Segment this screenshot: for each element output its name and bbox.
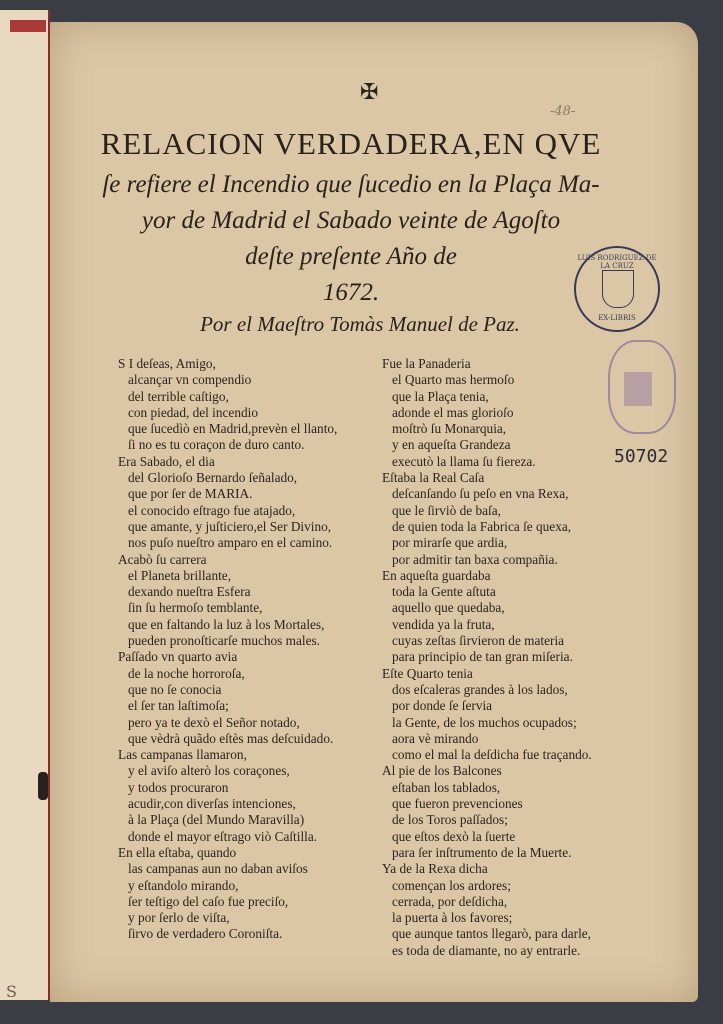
- verse-line: que ſucedìò en Madrid,prevèn el llanto,: [128, 421, 338, 437]
- verse-line: y el aviſo alterò los coraçones,: [128, 763, 290, 779]
- cross-ornament-icon: ✠: [360, 80, 379, 105]
- verse-line: En aqueſta guardaba: [382, 567, 491, 583]
- verse-line: ſi no es tu coraçon de duro canto.: [128, 437, 305, 453]
- verse-line: Eſtaba la Real Caſa: [382, 470, 485, 486]
- verse-line: para ſer inſtrumento de la Muerte.: [392, 844, 572, 860]
- coat-of-arms-icon: [602, 270, 634, 308]
- verse-line: cerrada, por deſdicha,: [392, 893, 508, 909]
- verse-line: dexando nueſtra Esfera: [128, 584, 251, 600]
- verse-line: el ſer tan laſtimoſa;: [128, 698, 229, 714]
- verse-line: es toda de diamante, no ay entrarle.: [392, 942, 581, 958]
- verse-line: acudir,con diverſas intenciones,: [128, 796, 296, 812]
- title-year: 1672.: [322, 279, 380, 306]
- verse-line: el Quarto mas hermoſo: [392, 372, 515, 388]
- verse-line: Era Sabado, el dia: [118, 453, 215, 469]
- left-column-text: [114, 356, 376, 943]
- title-line-2: ſe refiere el Incendio que ſucedio en la Plaça Ma-: [102, 171, 600, 198]
- verse-line: pero ya te dexò el Señor notado,: [128, 714, 300, 730]
- verse-line: donde el mayor eſtrago viò Caſtilla.: [128, 828, 318, 844]
- verse-line: el Planeta brillante,: [128, 567, 232, 583]
- verse-line: del terrible caſtigo,: [128, 388, 229, 404]
- title-line-4: deſte preſente Año de: [245, 243, 457, 270]
- verse-line: por donde ſe ſervia: [392, 698, 493, 714]
- verse-line: nos puſo nueſtro amparo en el camino.: [128, 535, 333, 551]
- verse-line: En ella eſtaba, quando: [118, 844, 237, 860]
- verse-line: el conocido eſtrago fue atajado,: [128, 502, 296, 518]
- verse-line: que vèdrà quãdo eſtès mas deſcuidado.: [128, 730, 334, 746]
- verse-line: deſcanſando ſu peſo en vna Rexa,: [392, 486, 569, 502]
- title-line-3: yor de Madrid el Sabado veinte de Agoſto: [141, 207, 561, 234]
- verse-line: que fueron prevenciones: [392, 796, 523, 812]
- verse-line: cuyas zeſtas ſirvieron de materia: [392, 633, 565, 649]
- verse-line: que no ſe conocia: [128, 681, 222, 697]
- verse-line: pueden pronoſticarſe muchos males.: [128, 633, 321, 649]
- verse-line: que la Plaça tenia,: [392, 388, 489, 404]
- stamp-owner-text: LUIS RODRIGUEZ DE LA CRUZ: [577, 254, 657, 270]
- verse-line: y eſtandolo mirando,: [128, 877, 239, 893]
- verse-line: y por ſerlo de viſta,: [128, 910, 230, 926]
- verse-line: de la noche horroroſa,: [128, 665, 245, 681]
- verse-line: Ya de la Rexa dicha: [382, 861, 488, 877]
- verse-line: moſtrò ſu Monarquia,: [392, 421, 507, 437]
- verse-line: aora vè mirando: [392, 730, 479, 746]
- stamp-exlibris-text: EX-LIBRIS: [598, 314, 636, 322]
- verse-line: con piedad, del incendio: [128, 404, 258, 420]
- verse-line: començan los ardores;: [392, 877, 511, 893]
- verse-line: y todos procuraron: [128, 779, 229, 795]
- verse-line: vendida ya la fruta,: [392, 616, 495, 632]
- ex-libris-stamp: [574, 246, 660, 332]
- author-line: Por el Maeſtro Tomàs Manuel de Paz.: [200, 312, 520, 336]
- title-line-1: RELACION VERDADERA,EN QVE: [100, 126, 602, 161]
- verse-line: que amante, y juſticiero,el Ser Divino,: [128, 518, 332, 534]
- verse-line: que en faltando la luz à los Mortales,: [128, 616, 325, 632]
- verse-line: que eſtos dexò la ſuerte: [392, 828, 516, 844]
- verse-line: Eſte Quarto tenia: [382, 665, 473, 681]
- verse-line: por admitir tan baxa compañia.: [392, 551, 558, 567]
- verse-line: à la Plaça (del Mundo Maravilla): [128, 812, 305, 828]
- verse-line: la Gente, de los muchos ocupados;: [392, 714, 577, 730]
- verse-line: de los Toros paſſados;: [392, 812, 508, 828]
- call-number: 50702: [614, 446, 669, 467]
- verse-line: por mirarſe que ardia,: [392, 535, 508, 551]
- verse-line: aquello que quedaba,: [392, 600, 505, 616]
- verse-line: como el mal la deſdicha fue traçando.: [392, 747, 592, 763]
- verse-line: adonde el mas glorioſo: [392, 404, 514, 420]
- verse-line: Las campanas llamaron,: [118, 747, 247, 763]
- verse-line: Paſſado vn quarto avia: [118, 649, 238, 665]
- ink-blot: [38, 772, 48, 800]
- verse-line: eſtaban los tablados,: [392, 779, 501, 795]
- right-column-text: [378, 356, 640, 959]
- verse-line: Al pie de los Balcones: [382, 763, 502, 779]
- verse-line: ſin ſu hermoſo temblante,: [128, 600, 263, 616]
- verse-line: toda la Gente aſtuta: [392, 584, 496, 600]
- verse-line: del Glorioſo Bernardo ſeñalado,: [128, 470, 298, 486]
- verse-line: ſirvo de verdadero Coroniſta.: [128, 926, 283, 942]
- verse-line: y en aqueſta Grandeza: [392, 437, 511, 453]
- verse-line: que por ſer de MARIA.: [128, 486, 253, 502]
- book-spine-edge: [0, 10, 50, 1000]
- verse-line: la puerta à los favores;: [392, 910, 513, 926]
- pencil-annotation: -48-: [550, 104, 576, 119]
- page-title: [66, 126, 636, 311]
- verse-line: que aunque tantos llegarò, para darle,: [392, 926, 591, 942]
- verse-line: alcançar vn compendio: [128, 372, 252, 388]
- red-ribbon-tab: [10, 20, 46, 32]
- verse-line: que le ſirviò de baſa,: [392, 502, 501, 518]
- verse-line: executò la llama ſu fiereza.: [392, 453, 536, 469]
- verse-line: las campanas aun no daban aviſos: [128, 861, 308, 877]
- verse-line: para principio de tan gran miſeria.: [392, 649, 573, 665]
- verse-line: S I deſeas, Amigo,: [118, 356, 216, 371]
- verse-line: Acabò ſu carrera: [118, 551, 207, 567]
- spine-mark: S: [6, 982, 17, 1001]
- verse-line: ſer teſtigo del caſo fue preciſo,: [128, 893, 289, 909]
- verse-line: dos eſcaleras grandes à los lados,: [392, 681, 568, 697]
- verse-line: de quien toda la Fabrica ſe quexa,: [392, 518, 572, 534]
- verse-line: Fue la Panaderia: [382, 356, 471, 371]
